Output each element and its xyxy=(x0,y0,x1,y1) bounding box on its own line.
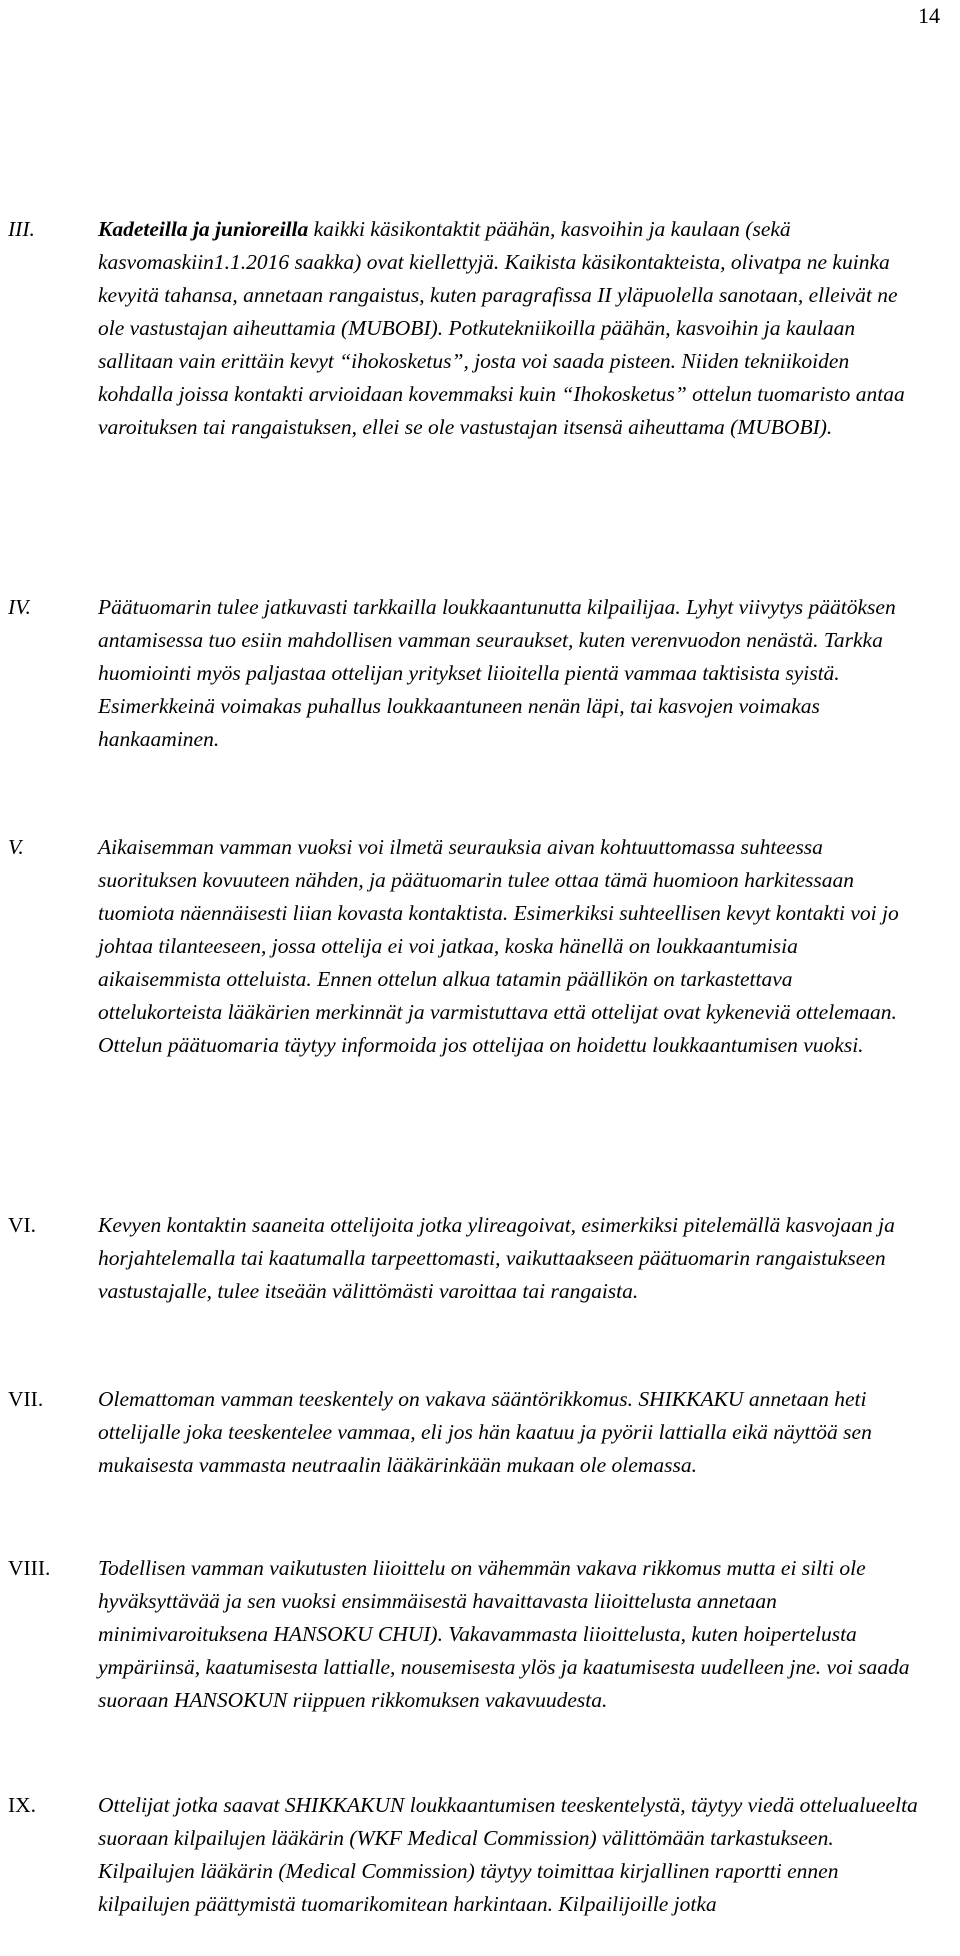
rule-number: V. xyxy=(8,835,24,859)
rule-number: IV. xyxy=(8,595,31,619)
rule-iii xyxy=(8,213,918,444)
rule-text: Kevyen kontaktin saaneita ottelijoita jotka ylireagoivat, esimerkiksi pitelemällä kasvojaan ja horjahtelemalla tai kaatumalla tarpeettomasti, vaikuttaakseen päätuomarin rangaistukseen vastustajalle, tulee itseään välittömästi varoittaa tai rangaista. xyxy=(98,1213,895,1303)
rule-vi xyxy=(8,1209,918,1308)
rule-number: VI. xyxy=(8,1213,37,1237)
rule-text: Todellisen vamman vaikutusten liioittelu on vähemmän vakava rikkomus mutta ei silti ole hyväksyttävää ja sen vuoksi ensimmäisestä havaittavasta liioittelusta annetaan minimivaroituksena HANSOKU CHUI). Vakavammasta liioittelusta, kuten hoipertelusta ympäriinsä, kaatumisesta lattialle, nousemisesta ylös ja kaatumisesta uudelleen jne. voi saada suoraan HANSOKUN riippuen rikkomuksen vakavuudesta. xyxy=(98,1556,910,1712)
rule-v xyxy=(8,831,918,1062)
rule-iv xyxy=(8,591,918,756)
rule-viii xyxy=(8,1552,918,1717)
page-number: 14 xyxy=(918,3,940,28)
rule-number: III. xyxy=(8,217,35,241)
rule-text: Ottelijat jotka saavat SHIKKAKUN loukkaantumisen teeskentelystä, täytyy viedä ottelualueelta suoraan kilpailujen lääkärin (WKF Medical Commission) välittömään tarkastukseen. Kilpailujen lääkärin (Medical Commission) täytyy toimittaa kirjallinen raportti ennen kilpailujen päättymistä tuomarikomitean harkintaan. Kilpailijoille jotka xyxy=(98,1793,918,1916)
rule-text: Päätuomarin tulee jatkuvasti tarkkailla loukkaantunutta kilpailijaa. Lyhyt viivytys päätöksen antamisessa tuo esiin mahdollisen vamman seuraukset, kuten verenvuodon nenästä. Tarkka huomiointi myös paljastaa ottelijan yritykset liioitella pientä vammaa taktisista syistä. Esimerkkeinä voimakas puhallus loukkaantuneen nenän läpi, tai kasvojen voimakas hankaaminen. xyxy=(98,595,896,751)
rule-number: VIII. xyxy=(8,1556,51,1580)
rule-vii xyxy=(8,1383,918,1482)
rule-text: Aikaisemman vamman vuoksi voi ilmetä seurauksia aivan kohtuuttomassa suhteessa suorituksen kovuuteen nähden, ja päätuomarin tulee ottaa tämä huomioon harkitessaan tuomiota näennäisesti liian kovasta kontaktista. Esimerkiksi suhteellisen kevyt kontakti voi jo johtaa tilanteeseen, jossa ottelija ei voi jatkaa, koska hänellä on loukkaantumisia aikaisemmista otteluista. Ennen ottelun alkua tatamin päällikön on tarkastettava ottelukorteista lääkärien merkinnät ja varmistuttava että ottelijat ovat kykeneviä ottelemaan. Ottelun päätuomaria täytyy informoida jos ottelijaa on hoidettu loukkaantumisen vuoksi. xyxy=(98,835,899,1057)
rule-ix xyxy=(8,1789,918,1921)
rule-number: IX. xyxy=(8,1793,37,1817)
rule-text: Kadeteilla ja junioreilla kaikki käsikontaktit päähän, kasvoihin ja kaulaan (sekä kasvomaskiin1.1.2016 saakka) ovat kiellettyjä. Kaikista käsikontakteista, olivatpa ne kuinka kevyitä tahansa, annetaan rangaistus, kuten paragrafissa II yläpuolella sanotaan, elleivät ne ole vastustajan aiheuttamia (MUBOBI). Potkutekniikoilla päähän, kasvoihin ja kaulaan sallitaan vain erittäin kevyt “ihokosketus”, josta voi saada pisteen. Niiden tekniikoiden kohdalla joissa kontakti arvioidaan kovemmaksi kuin “Ihokosketus” ottelun tuomaristo antaa varoituksen tai rangaistuksen, ellei se ole vastustajan itsensä aiheuttama (MUBOBI). xyxy=(98,217,905,439)
rule-text: Olemattoman vamman teeskentely on vakava sääntörikkomus. SHIKKAKU annetaan heti ottelijalle joka teeskentelee vammaa, eli jos hän kaatuu ja pyörii lattialla eikä näyttöä sen mukaisesta vammasta neutraalin lääkärinkään mukaan ole olemassa. xyxy=(98,1387,872,1477)
rule-lead: Kadeteilla ja junioreilla xyxy=(98,217,309,241)
rule-number: VII. xyxy=(8,1387,44,1411)
